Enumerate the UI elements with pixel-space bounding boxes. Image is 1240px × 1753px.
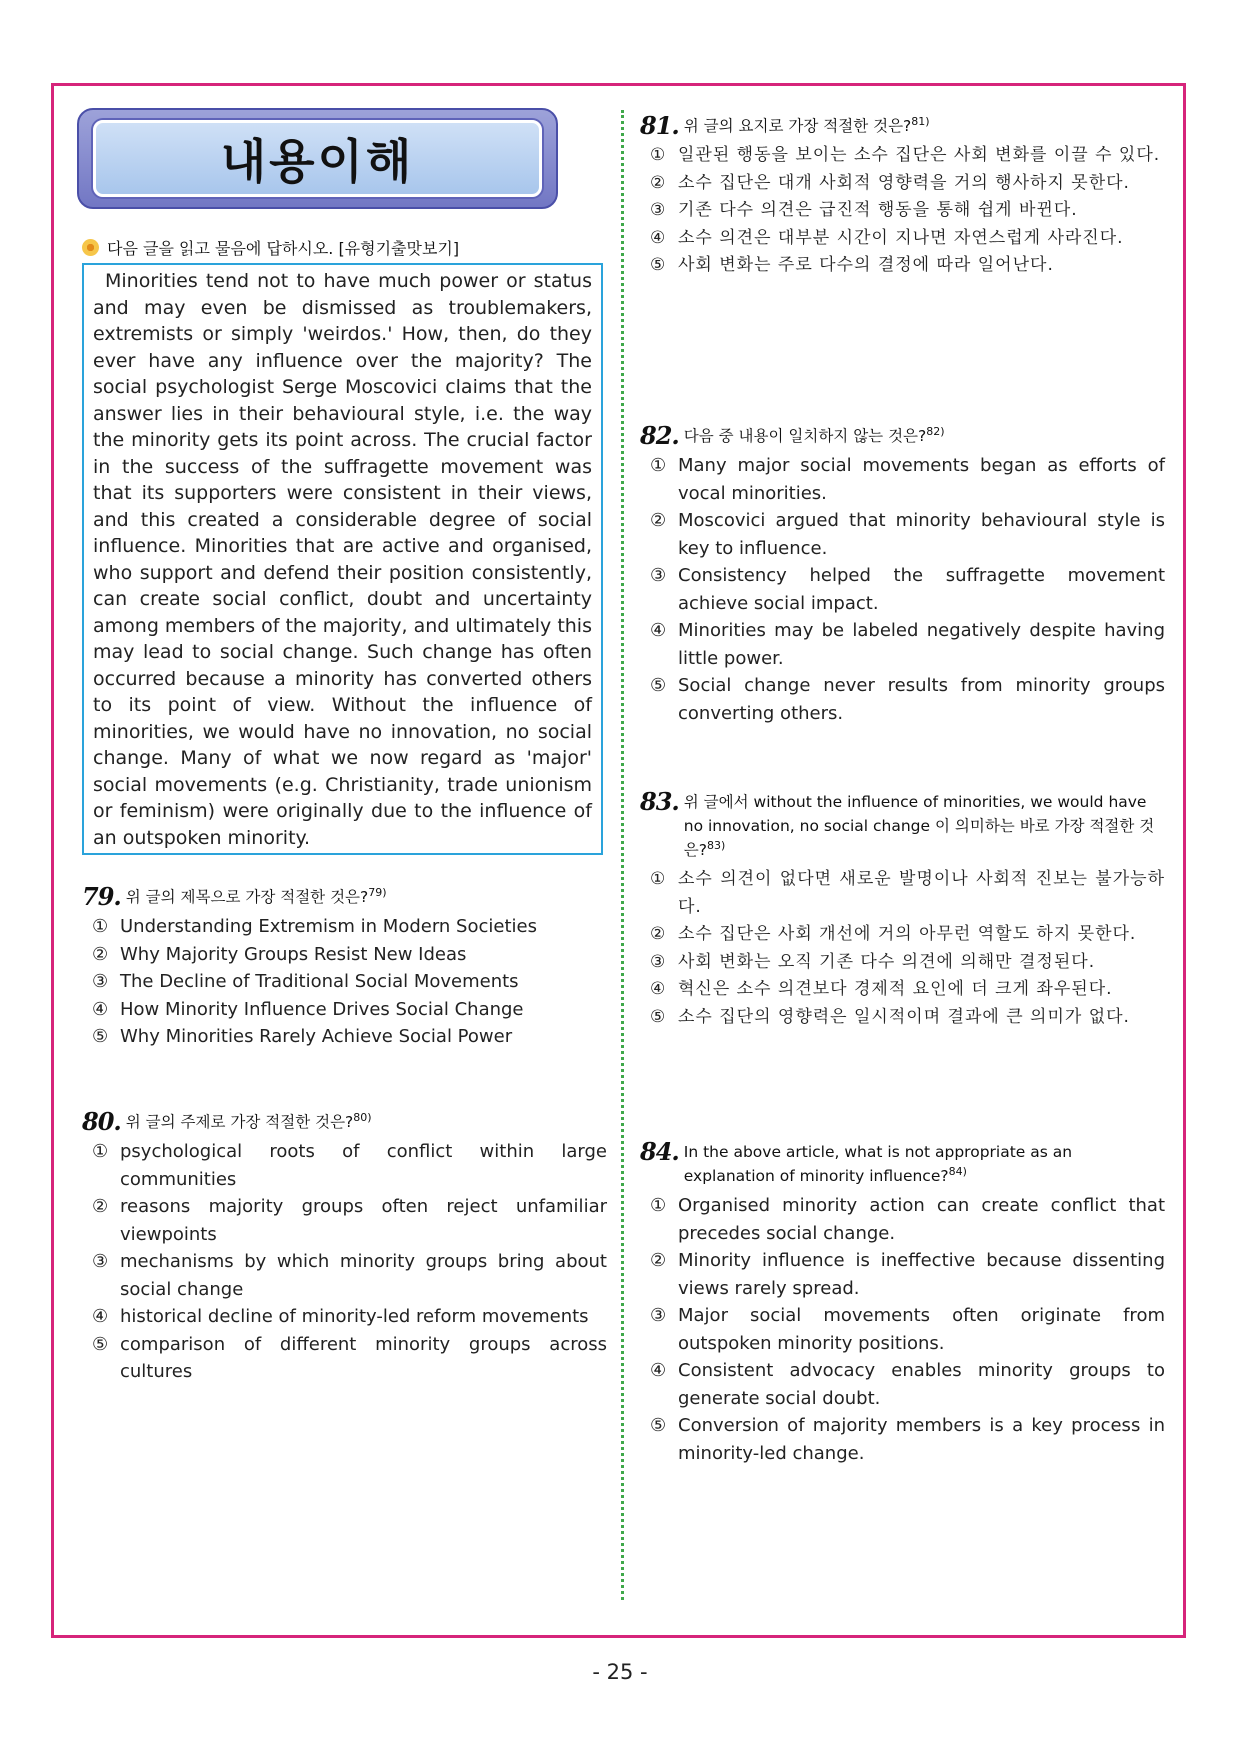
section-banner-inner <box>93 120 542 197</box>
footnote-ref: 79) <box>368 885 387 899</box>
option-4[interactable]: ④ Consistent advocacy enables minority groups to generate social doubt. <box>650 1360 1165 1409</box>
question-text: 위 글에서 without the influence of minorities, we would have no innovation, no social change 이 의미하는 바로 가장 적절한 것은? <box>683 793 1155 859</box>
option-5[interactable]: ⑤ 사회 변화는 주로 다수의 결정에 따라 일어난다. <box>650 255 1054 275</box>
question-text: In the above article, what is not appropriate as an explanation of minority influence? <box>683 1143 1073 1185</box>
question-80 <box>82 1107 607 1386</box>
option-5[interactable]: ⑤ 소수 집단의 영향력은 일시적이며 결과에 큰 의미가 없다. <box>650 1006 1130 1027</box>
question-text: 위 글의 요지로 가장 적절한 것은? <box>683 117 912 135</box>
question-text: 위 글의 제목으로 가장 적절한 것은? <box>125 888 369 906</box>
option-3[interactable]: ③ The Decline of Traditional Social Movements <box>92 971 519 992</box>
option-1[interactable]: ① 소수 의견이 없다면 새로운 발명이나 사회적 진보는 불가능하다. <box>650 869 1165 917</box>
option-1[interactable]: ① 일관된 행동을 보이는 소수 집단은 사회 변화를 이끌 수 있다. <box>650 145 1161 165</box>
option-4[interactable]: ④ 혁신은 소수 의견보다 경제적 요인에 더 크게 좌우된다. <box>650 979 1113 999</box>
instruction-text: 다음 글을 읽고 물음에 답하시오. [유형기출맛보기] <box>107 239 460 258</box>
option-4[interactable]: ④ How Minority Influence Drives Social Change <box>92 998 524 1020</box>
option-4[interactable]: ④ historical decline of minority-led reform movements <box>92 1306 589 1327</box>
option-2[interactable]: ② Why Majority Groups Resist New Ideas <box>92 943 467 965</box>
section-banner <box>77 108 558 209</box>
question-text: 다음 중 내용이 일치하지 않는 것은? <box>683 427 927 445</box>
column-divider <box>621 110 624 1600</box>
option-3[interactable]: ③ mechanisms by which minority groups bring about social change <box>92 1251 607 1300</box>
question-81 <box>640 111 1165 280</box>
flower-bullet-icon <box>82 239 99 256</box>
question-83 <box>640 787 1165 1031</box>
question-number: 81. <box>640 111 679 140</box>
option-2[interactable]: ② 소수 집단은 대개 사회적 영향력을 거의 행사하지 못한다. <box>650 172 1130 193</box>
option-2[interactable]: ② reasons majority groups often reject unfamiliar viewpoints <box>92 1196 607 1245</box>
option-2[interactable]: ② 소수 집단은 사회 개선에 거의 아무런 역할도 하지 못한다. <box>650 924 1137 944</box>
question-79 <box>82 882 607 1051</box>
question-text: 위 글의 주제로 가장 적절한 것은? <box>125 1113 354 1131</box>
option-3[interactable]: ③ Consistency helped the suffragette movement achieve social impact. <box>650 565 1165 614</box>
question-number: 80. <box>82 1107 121 1136</box>
option-2[interactable]: ② Moscovici argued that minority behavioural style is key to influence. <box>650 510 1165 559</box>
option-5[interactable]: ⑤ Conversion of majority members is a key process in minority-led change. <box>650 1415 1165 1464</box>
instruction-line <box>82 236 459 259</box>
option-5[interactable]: ⑤ Why Minorities Rarely Achieve Social Power <box>92 1026 513 1047</box>
footnote-ref: 80) <box>353 1110 372 1124</box>
question-82 <box>640 421 1165 727</box>
question-number: 84. <box>640 1137 679 1166</box>
option-4[interactable]: ④ Minorities may be labeled negatively despite having little power. <box>650 620 1165 669</box>
option-1[interactable]: ① psychological roots of conflict within large communities <box>92 1141 607 1190</box>
option-1[interactable]: ① Understanding Extremism in Modern Societies <box>92 916 537 937</box>
footnote-ref: 84) <box>948 1164 967 1178</box>
option-2[interactable]: ② Minority influence is ineffective because dissenting views rarely spread. <box>650 1250 1165 1299</box>
option-3[interactable]: ③ 기존 다수 의견은 급진적 행동을 통해 쉽게 바뀐다. <box>650 200 1078 220</box>
page-number: - 25 - <box>592 1660 648 1684</box>
footnote-ref: 83) <box>706 838 726 852</box>
question-number: 83. <box>640 787 679 816</box>
footnote-ref: 81) <box>911 114 930 128</box>
option-1[interactable]: ① Many major social movements began as efforts of vocal minorities. <box>650 455 1165 504</box>
reading-passage: Minorities tend not to have much power or status and may even be dismissed as troublemakers, extremists or simply 'weirdos.' How, then, do they ever have any influence over the majority? The social psychologist Serge Moscovici claims that the answer lies in their behavioural style, i.e. the way the minority gets its point across. The crucial factor in the success of the suffragette movement was that its supporters were consistent in their views, and this created a considerable degree of social influence. Minorities that are active and organised, who support and defend their position consistently, can create social conflict, doubt and uncertainty among members of the majority, and ultimately this may lead to social change. Such change has often occurred because a minority has converted others to its point of view. Without the influence of minorities, we would have no innovation, no social change. Many of what we now regard as 'major' social movements (e.g. Christianity, trade unionism or feminism) were originally due to the influence of an outspoken minority. <box>82 263 603 855</box>
option-3[interactable]: ③ 사회 변화는 오직 기존 다수 의견에 의해만 결정된다. <box>650 951 1096 972</box>
option-1[interactable]: ① Organised minority action can create conflict that precedes social change. <box>650 1195 1165 1244</box>
option-3[interactable]: ③ Major social movements often originate from outspoken minority positions. <box>650 1305 1165 1354</box>
question-number: 79. <box>82 882 121 911</box>
question-84 <box>640 1137 1165 1467</box>
question-number: 82. <box>640 421 679 450</box>
option-4[interactable]: ④ 소수 의견은 대부분 시간이 지나면 자연스럽게 사라진다. <box>650 227 1124 248</box>
section-title: 내용이해 <box>220 135 415 190</box>
option-5[interactable]: ⑤ Social change never results from minority groups converting others. <box>650 675 1165 724</box>
footnote-ref: 82) <box>926 424 945 438</box>
option-5[interactable]: ⑤ comparison of different minority groups across cultures <box>92 1333 607 1382</box>
